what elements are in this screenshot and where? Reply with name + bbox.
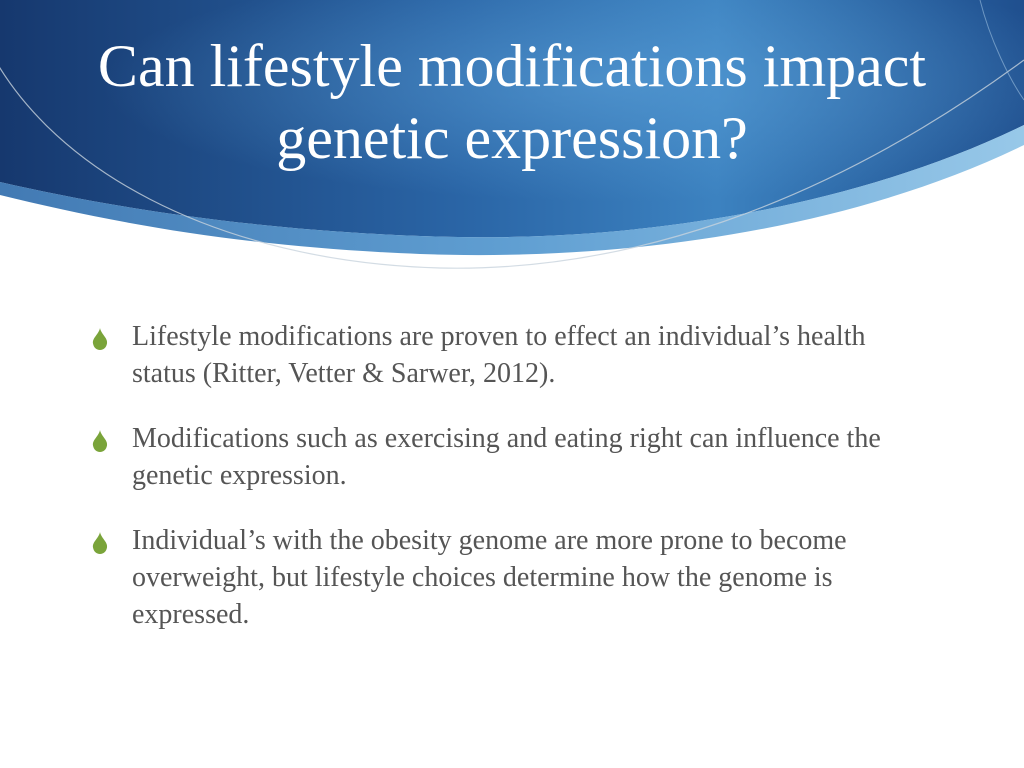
leaf-drop-icon [92,430,108,452]
list-item [92,318,932,392]
bullet-text: Lifestyle modifications are proven to effect an individual’s health status (Ritter, Vetter & Sarwer, 2012). [132,321,866,389]
leaf-drop-icon [92,328,108,350]
bullet-text: Individual’s with the obesity genome are more prone to become overweight, but lifestyle choices determine how the genome is expressed. [132,525,847,630]
bullet-list [92,318,932,661]
leaf-drop-icon [92,532,108,554]
slide-title: Can lifestyle modifications impact genetic expression? [97,33,927,171]
list-item [92,420,932,494]
list-item [92,522,932,633]
bullet-text: Modifications such as exercising and eating right can influence the genetic expression. [132,423,881,491]
